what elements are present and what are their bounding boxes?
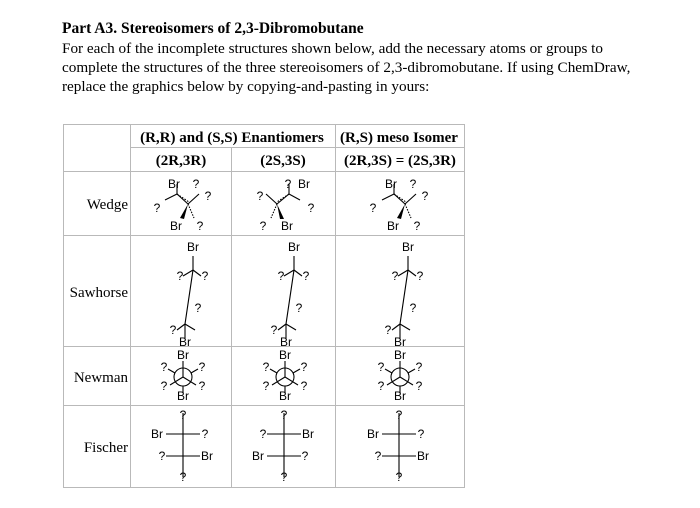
atom-br: Br: [417, 449, 429, 463]
atom-unknown: ?: [259, 427, 267, 441]
atom-br: Br: [187, 240, 199, 254]
atom-unknown: ?: [192, 177, 200, 191]
atom-unknown: ?: [280, 408, 288, 422]
atom-br: Br: [252, 449, 264, 463]
header-2s3s: (2S,3S): [260, 153, 306, 169]
atom-unknown: ?: [179, 470, 187, 484]
atom-unknown: ?: [409, 177, 417, 191]
atom-unknown: ?: [409, 301, 417, 315]
atom-br: Br: [279, 348, 291, 362]
atom-br: Br: [394, 335, 406, 349]
atom-unknown: ?: [204, 189, 212, 203]
atom-br: Br: [177, 389, 189, 403]
atom-unknown: ?: [416, 269, 424, 283]
atom-unknown: ?: [384, 323, 392, 337]
instructions: For each of the incomplete structures shown below, add the necessary atoms or groups to complete the structures of the three stereoisomers of 2,3-dibromobutane. If using ChemDraw, replace the graphics below by copying-and-pasting in yours:: [62, 40, 631, 95]
atom-br: Br: [168, 177, 180, 191]
atom-unknown: ?: [395, 470, 403, 484]
atom-unknown: ?: [417, 427, 425, 441]
atom-br: Br: [367, 427, 379, 441]
atom-unknown: ?: [301, 449, 309, 463]
atom-br: Br: [179, 335, 191, 349]
atom-br: Br: [280, 335, 292, 349]
atom-unknown: ?: [194, 301, 202, 315]
header-meso: (R,S) meso Isomer: [340, 130, 458, 146]
atom-unknown: ?: [300, 360, 308, 374]
atom-unknown: ?: [256, 189, 264, 203]
atom-unknown: ?: [415, 379, 423, 393]
atom-br: Br: [394, 348, 406, 362]
atom-unknown: ?: [302, 269, 310, 283]
atom-unknown: ?: [391, 269, 399, 283]
atom-unknown: ?: [153, 201, 161, 215]
atom-br: Br: [402, 240, 414, 254]
atom-unknown: ?: [413, 219, 421, 233]
atom-br: Br: [279, 389, 291, 403]
atom-br: Br: [302, 427, 314, 441]
atom-unknown: ?: [201, 269, 209, 283]
atom-unknown: ?: [179, 408, 187, 422]
row-label-newman: Newman: [73, 370, 128, 386]
atom-unknown: ?: [377, 360, 385, 374]
header-2r3s: (2R,3S) = (2S,3R): [344, 153, 456, 169]
atom-br: Br: [281, 219, 293, 233]
atom-br: Br: [385, 177, 397, 191]
header-enantiomers: (R,R) and (S,S) Enantiomers: [140, 130, 324, 146]
atom-unknown: ?: [307, 201, 315, 215]
atom-unknown: ?: [262, 360, 270, 374]
atom-unknown: ?: [198, 360, 206, 374]
atom-unknown: ?: [369, 201, 377, 215]
row-label-fischer: Fischer: [83, 440, 128, 456]
atom-unknown: ?: [295, 301, 303, 315]
atom-unknown: ?: [198, 379, 206, 393]
atom-br: Br: [151, 427, 163, 441]
atom-br: Br: [394, 389, 406, 403]
atom-br: Br: [201, 449, 213, 463]
atom-unknown: ?: [421, 189, 429, 203]
atom-unknown: ?: [270, 323, 278, 337]
atom-unknown: ?: [395, 408, 403, 422]
atom-unknown: ?: [262, 379, 270, 393]
atom-br: Br: [298, 177, 310, 191]
header-2r3r: (2R,3R): [155, 153, 207, 169]
atom-unknown: ?: [169, 323, 177, 337]
atom-unknown: ?: [284, 177, 292, 191]
atom-unknown: ?: [374, 449, 382, 463]
atom-br: Br: [387, 219, 399, 233]
atom-unknown: ?: [158, 449, 166, 463]
row-label-sawhorse: Sawhorse: [69, 285, 128, 301]
atom-unknown: ?: [196, 219, 204, 233]
atom-labels: [151, 177, 429, 484]
atom-unknown: ?: [377, 379, 385, 393]
atom-unknown: ?: [259, 219, 267, 233]
atom-unknown: ?: [277, 269, 285, 283]
atom-unknown: ?: [201, 427, 209, 441]
part-title: Part A3. Stereoisomers of 2,3-Dibromobutane: [62, 20, 364, 37]
row-label-wedge: Wedge: [86, 197, 128, 213]
atom-unknown: ?: [280, 470, 288, 484]
atom-unknown: ?: [415, 360, 423, 374]
atom-br: Br: [288, 240, 300, 254]
atom-unknown: ?: [176, 269, 184, 283]
atom-unknown: ?: [300, 379, 308, 393]
atom-br: Br: [170, 219, 182, 233]
atom-unknown: ?: [160, 379, 168, 393]
atom-br: Br: [177, 348, 189, 362]
atom-unknown: ?: [160, 360, 168, 374]
